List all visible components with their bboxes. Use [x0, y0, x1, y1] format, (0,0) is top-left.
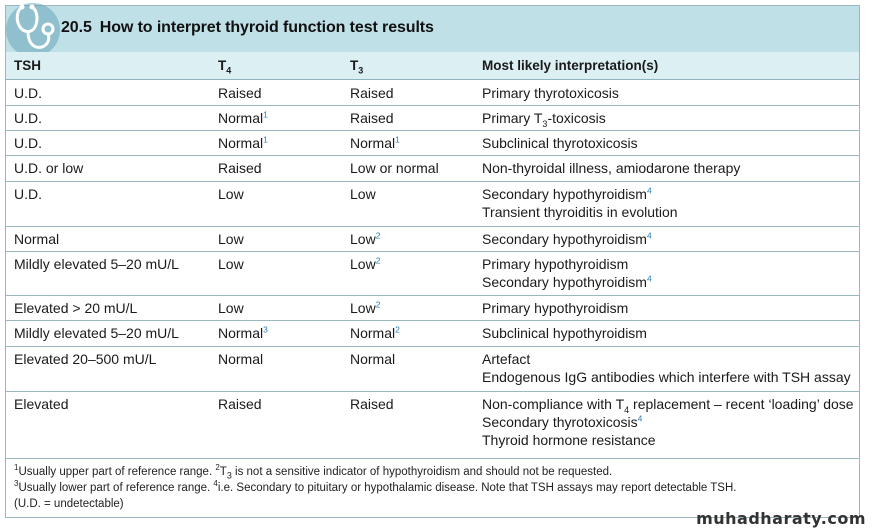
cell-tsh: U.D.: [14, 186, 42, 202]
table-row: [6, 155, 859, 182]
table-row: [6, 130, 859, 156]
footnote-line-1: $^1$Usually upper part of reference range. $^2T_3$ is not a sensitive indicator of hypothyroidism and should not be requested.: [14, 463, 613, 481]
watermark: muhadharaty.com: [696, 509, 866, 528]
header-t3: $T_3$: [350, 58, 364, 76]
cell-t4: Low: [218, 186, 244, 202]
cell-t4: Low: [218, 300, 244, 316]
cell-tsh: Elevated 20–500 mU/L: [14, 351, 157, 367]
cell-t3: Low: [350, 186, 376, 202]
cell-t3: Low or normal: [350, 160, 439, 176]
cell-t4: Low: [218, 256, 244, 272]
cell-interpretation: Secondary hypothyroidism$^4$: [482, 230, 652, 247]
cell-tsh: Elevated > 20 mU/L: [14, 300, 138, 316]
cell-interpretation: Primary hypothyroidism: [482, 300, 629, 316]
cell-interpretation: Non-thyroidal illness, amiodarone therapy: [482, 160, 741, 176]
cell-t3: Normal: [350, 351, 396, 367]
header-t4: $T_4$: [218, 58, 232, 76]
table-title: [61, 19, 434, 37]
cell-t3: Normal$^2$: [350, 324, 400, 341]
cell-tsh: U.D.: [14, 135, 42, 151]
cell-interpretation: Primary hypothyroidism Secondary hypothyroidism$^4$: [482, 256, 652, 290]
cell-t3: Low$^2$: [350, 230, 381, 247]
table-row: [6, 346, 859, 392]
cell-t3: Low$^2$: [350, 299, 381, 316]
cell-interpretation: Artefact Endogenous IgG antibodies which interfere with TSH assay: [482, 351, 851, 385]
cell-tsh: Normal: [14, 231, 60, 247]
table-row: [6, 181, 859, 227]
footnote-line-2: $^3$Usually lower part of reference range. $^4$i.e. Secondary to pituitary or hypothalamic disease. Note that TSH assays may report detectable TSH.: [14, 479, 737, 494]
table-row: [6, 80, 859, 106]
cell-tsh: Elevated: [14, 396, 69, 412]
header-interpretation: Most likely interpretation(s): [482, 58, 659, 73]
cell-tsh: U.D.: [14, 110, 42, 126]
cell-tsh: Mildly elevated 5–20 mU/L: [14, 325, 179, 341]
cell-t4: Low: [218, 231, 244, 247]
header-tsh: TSH: [14, 58, 41, 73]
cell-tsh: Mildly elevated 5–20 mU/L: [14, 256, 179, 272]
table-row: [6, 226, 859, 252]
cell-tsh: U.D. or low: [14, 160, 84, 176]
table-header: [6, 52, 859, 80]
cell-t4: Normal$^1$: [218, 109, 268, 126]
cell-t4: Normal$^3$: [218, 324, 268, 341]
cell-t4: Raised: [218, 160, 262, 176]
table-title-text: How to interpret thyroid function test results: [99, 19, 434, 36]
table-row: [6, 251, 859, 296]
title-bar: [6, 6, 859, 53]
cell-t3: Normal$^1$: [350, 134, 400, 151]
cell-t3: Raised: [350, 110, 394, 126]
table-row: [6, 105, 859, 131]
cell-tsh: U.D.: [14, 85, 42, 101]
cell-interpretation: Primary $T_3$-toxicosis: [482, 110, 606, 129]
cell-t4: Raised: [218, 396, 262, 412]
cell-t3: Raised: [350, 85, 394, 101]
cell-t4: Normal: [218, 351, 264, 367]
table-row: [6, 320, 859, 347]
cell-t4: Raised: [218, 85, 262, 101]
cell-interpretation: Subclinical hypothyroidism: [482, 325, 647, 341]
table-row: [6, 391, 859, 459]
table-number: 20.5: [61, 19, 92, 36]
footnote-line-3: (U.D. = undetectable): [14, 498, 124, 510]
table-row: [6, 295, 859, 321]
stethoscope-icon: [4, 1, 62, 59]
cell-interpretation: Primary thyrotoxicosis: [482, 85, 619, 101]
cell-t3: Raised: [350, 396, 394, 412]
cell-interpretation: Non-compliance with $T_4$ replacement – recent ‘loading’ dose Secondary thyrotoxicosis$^4$ Thyroid hormone resistance: [482, 396, 854, 448]
cell-interpretation: Subclinical thyrotoxicosis: [482, 135, 638, 151]
cell-t4: Normal$^1$: [218, 134, 268, 151]
cell-t3: Low$^2$: [350, 255, 381, 272]
footnotes: [14, 464, 736, 512]
cell-interpretation: Secondary hypothyroidism$^4$ Transient thyroiditis in evolution: [482, 185, 678, 220]
table-box: [5, 5, 860, 518]
